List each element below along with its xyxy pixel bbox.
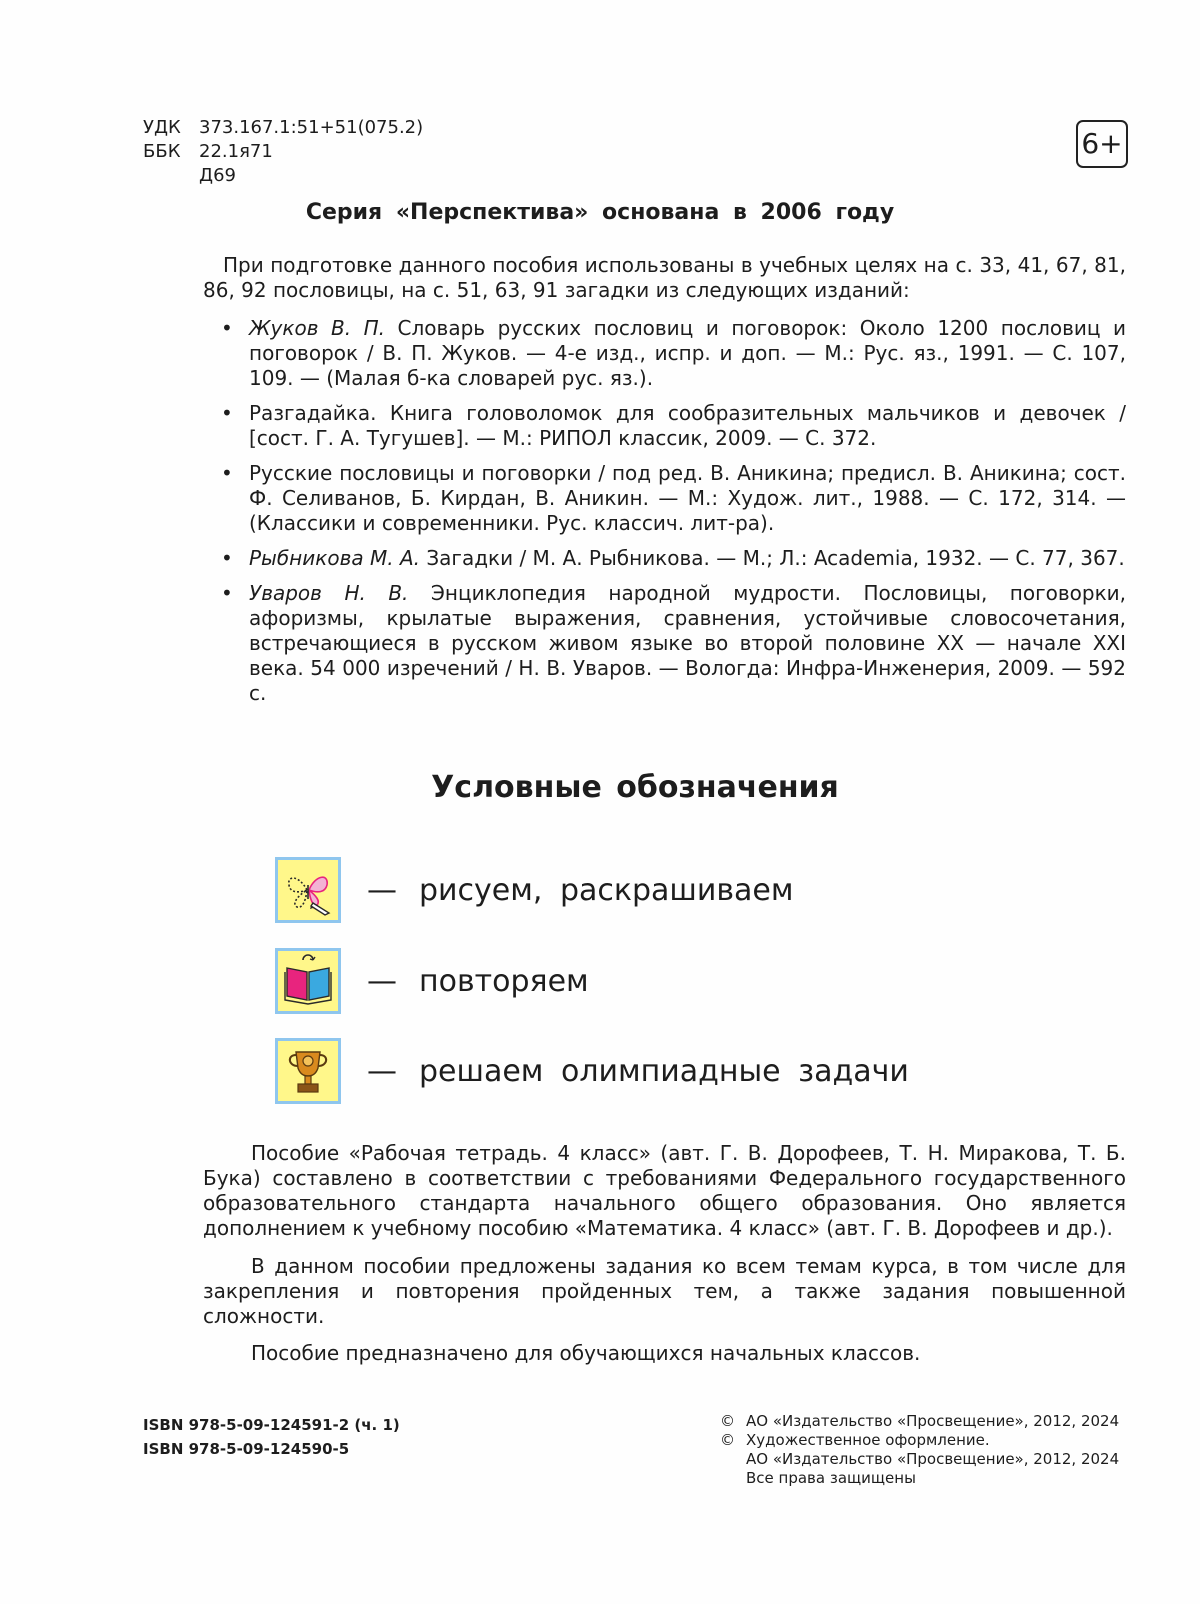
copyright-row [720, 1450, 1126, 1469]
reference-text: Русские пословицы и поговорки / под ред. В. Аникина; предисл. В. Аникина; сост. Ф. Селиванов, Б. Кирдан, В. Аникин. — М.: Худож. лит., 1988. — С. 172, 314. — (Классики и современники. Рус. классич. лит-ра). [249, 461, 1126, 535]
body-paragraph: В данном пособии предложены задания ко всем темам курса, в том числе для закрепления и повторения пройденных тем, а также задания повышенной сложности. [203, 1254, 1126, 1328]
isbn-line: ISBN 978-5-09-124590-5 [143, 1440, 350, 1458]
legend-label: решаем олимпиадные задачи [419, 1053, 909, 1089]
reference-item [203, 461, 1126, 536]
legend-label: повторяем [419, 963, 589, 999]
copyright-row [720, 1412, 1126, 1431]
udk-line [143, 116, 423, 140]
copyright-text: Художественное оформление. [746, 1431, 990, 1449]
bbk-value: 22.1я71 [199, 141, 273, 162]
body-paragraph: Пособие предназначено для обучающихся начальных классов. [251, 1341, 921, 1365]
reference-author: Уваров Н. В. [249, 581, 409, 605]
udk-value: 373.167.1:51+51(075.2) [199, 117, 424, 138]
reference-author: Жуков В. П. [249, 316, 386, 340]
legend-item-olympiad [275, 1038, 909, 1104]
legend-title: Условные обозначения [431, 770, 839, 805]
bullet-icon: • [221, 546, 233, 570]
legend-label: рисуем, раскрашиваем [419, 872, 794, 908]
open-book-icon [275, 948, 341, 1014]
bbk-label: ББК [143, 141, 181, 162]
reference-text: Энциклопедия народной мудрости. Пословицы, поговорки, афоризмы, крылатые выражения, сравнения, устойчивые словосочетания, встречающиеся в русском живом языке во второй половине XX — начале XXI века. 54 000 изречений / Н. В. Уваров. — Вологда: Инфра-Инженерия, 2009. — 592 с. [249, 581, 1127, 705]
reference-item [203, 546, 1126, 571]
classification-block [143, 116, 423, 188]
legend-dash: — [367, 1053, 397, 1089]
body-paragraph: Пособие «Рабочая тетрадь. 4 класс» (авт. Г. В. Дорофеев, Т. Н. Миракова, Т. Б. Бука) составлено в соответствии с требованиями Федерального государственного образовательного стандарта начального общего образования. Оно является дополнением к учебному пособию «Математика. 4 класс» (авт. Г. В. Дорофеев и др.). [203, 1141, 1126, 1240]
bullet-icon: • [221, 401, 233, 425]
age-rating-badge: 6+ [1076, 120, 1128, 168]
butterfly-pencil-icon [275, 857, 341, 923]
reference-text: Словарь русских пословиц и поговорок: Около 1200 пословиц и поговорок / В. П. Жуков. — 4-е изд., испр. и доп. — М.: Рус. яз., 1991. — С. 107, 109. — (Малая б-ка словарей рус. яз.). [249, 316, 1127, 390]
references-list [203, 316, 1126, 716]
bbk-line [143, 140, 423, 164]
series-line: Серия «Перспектива» основана в 2006 году [305, 200, 895, 225]
author-mark: Д69 [199, 165, 236, 186]
copyright-row [720, 1469, 1126, 1488]
intro-paragraph: При подготовке данного пособия использованы в учебных целях на с. 33, 41, 67, 81, 86, 92 пословицы, на с. 51, 63, 91 загадки из следующих изданий: [203, 253, 1126, 302]
legend-item-repeat [275, 948, 589, 1014]
reference-item [203, 401, 1126, 451]
copyright-row [720, 1431, 1126, 1450]
rights-reserved-text: Все права защищены [746, 1469, 916, 1487]
copyright-block [720, 1412, 1126, 1488]
copyright-text: АО «Издательство «Просвещение», 2012, 2024 [746, 1450, 1120, 1468]
legend-dash: — [367, 872, 397, 908]
copyright-symbol: © [720, 1412, 735, 1430]
isbn-line: ISBN 978-5-09-124591-2 (ч. 1) [143, 1416, 400, 1434]
bullet-icon: • [221, 581, 233, 605]
reference-item [203, 581, 1126, 706]
bullet-icon: • [221, 316, 233, 340]
trophy-icon [275, 1038, 341, 1104]
legend-dash: — [367, 963, 397, 999]
isbn-block [143, 1413, 400, 1461]
bullet-icon: • [221, 461, 233, 485]
reference-item [203, 316, 1126, 391]
reference-text: Загадки / М. А. Рыбникова. — М.; Л.: Academia, 1932. — С. 77, 367. [420, 546, 1125, 570]
udk-label: УДК [143, 117, 181, 138]
copyright-symbol: © [720, 1431, 735, 1449]
legend-item-drawing [275, 857, 794, 923]
copyright-text: АО «Издательство «Просвещение», 2012, 2024 [746, 1412, 1120, 1430]
reference-author: Рыбникова М. А. [249, 546, 420, 570]
reference-text: Разгадайка. Книга головоломок для сообразительных мальчиков и девочек / [сост. Г. А. Тугушев]. — М.: РИПОЛ классик, 2009. — С. 372. [249, 401, 1126, 450]
